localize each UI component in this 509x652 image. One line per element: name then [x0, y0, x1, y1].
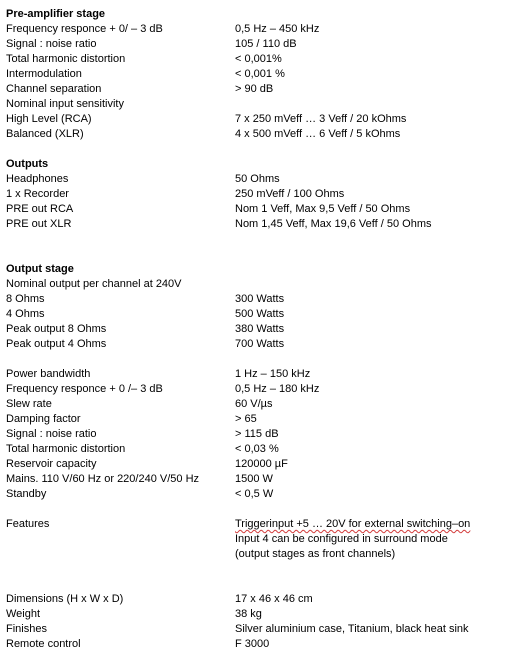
spec-label: Slew rate — [6, 398, 52, 410]
spec-value: 300 Watts — [235, 293, 285, 305]
spec-label: Nominal output per channel at 240V — [6, 278, 182, 290]
spec-value: < 0,001% — [235, 53, 282, 65]
spec-row — [6, 52, 504, 67]
spec-label: Intermodulation — [6, 68, 82, 80]
spec-row — [6, 382, 504, 397]
spec-label: Total harmonic distortion — [6, 53, 126, 65]
spec-label: Frequency responce + 0 /– 3 dB — [6, 383, 163, 395]
pre-amplifier-spec-list — [6, 22, 504, 142]
spec-row — [6, 637, 504, 652]
spec-label: Damping factor — [6, 413, 81, 425]
spec-label: High Level (RCA) — [6, 113, 92, 125]
spec-value: 60 V/µs — [235, 398, 273, 410]
spec-row — [6, 442, 504, 457]
spacer — [6, 142, 504, 157]
spec-label: Standby — [6, 488, 47, 500]
spec-value: 0,5 Hz – 450 kHz — [235, 23, 320, 35]
spec-label: 1 x Recorder — [6, 188, 69, 200]
spec-row — [6, 592, 504, 607]
feature-line: Triggerinput +5 … 20V for external switching–on — [235, 518, 471, 530]
spec-row — [6, 277, 504, 292]
spec-label: Headphones — [6, 173, 69, 185]
spec-row — [6, 217, 504, 232]
spacer — [6, 232, 504, 262]
spec-label: Balanced (XLR) — [6, 128, 84, 140]
spec-value: > 115 dB — [235, 428, 279, 440]
spec-row — [6, 97, 504, 112]
spec-row — [6, 22, 504, 37]
spec-label: Weight — [6, 608, 41, 620]
spacer — [6, 502, 504, 517]
feature-line: (output stages as front channels) — [235, 548, 396, 560]
spec-label: 4 Ohms — [6, 308, 45, 320]
spec-label: Mains. 110 V/60 Hz or 220/240 V/50 Hz — [6, 473, 200, 485]
features-row — [6, 532, 504, 547]
spec-value: 4 x 500 mVeff … 6 Veff / 5 kOhms — [235, 128, 401, 140]
spec-row — [6, 82, 504, 97]
section-heading-pre-amplifier — [6, 7, 504, 22]
section-heading-output-stage — [6, 262, 504, 277]
spec-label: PRE out RCA — [6, 203, 74, 215]
features-row — [6, 517, 504, 532]
spec-label: Features — [6, 518, 50, 530]
features-row — [6, 547, 504, 562]
spec-label: Power bandwidth — [6, 368, 91, 380]
spec-label: Signal : noise ratio — [6, 38, 97, 50]
spec-label: Reservoir capacity — [6, 458, 97, 470]
spec-row — [6, 607, 504, 622]
physical-spec-list — [6, 592, 504, 652]
spec-row — [6, 337, 504, 352]
spec-row — [6, 487, 504, 502]
spec-row — [6, 187, 504, 202]
spec-label: Nominal input sensitivity — [6, 98, 124, 110]
spec-label: Peak output 4 Ohms — [6, 338, 107, 350]
spec-value: > 90 dB — [235, 83, 274, 95]
spec-row — [6, 127, 504, 142]
spec-value: 7 x 250 mVeff … 3 Veff / 20 kOhms — [235, 113, 407, 125]
spec-row — [6, 307, 504, 322]
spec-row — [6, 457, 504, 472]
spec-label: Dimensions (H x W x D) — [6, 593, 124, 605]
spec-row — [6, 412, 504, 427]
spec-value: Nom 1 Veff, Max 9,5 Veff / 50 Ohms — [235, 203, 411, 215]
spec-value: 38 kg — [235, 608, 262, 620]
spec-value — [235, 517, 504, 532]
spec-value: 50 Ohms — [235, 173, 280, 185]
spec-row — [6, 67, 504, 82]
spec-row — [6, 427, 504, 442]
spec-label: Peak output 8 Ohms — [6, 323, 107, 335]
spec-value: 120000 µF — [235, 458, 288, 470]
spec-value: < 0,5 W — [235, 488, 274, 500]
spec-value: 17 x 46 x 46 cm — [235, 593, 313, 605]
spec-row — [6, 367, 504, 382]
spec-label: Finishes — [6, 623, 47, 635]
spec-row — [6, 472, 504, 487]
spec-row — [6, 202, 504, 217]
spacer — [6, 352, 504, 367]
spec-label — [6, 532, 235, 547]
spec-value: > 65 — [235, 413, 257, 425]
power-spec-list — [6, 367, 504, 502]
spec-row — [6, 292, 504, 307]
spec-value: 700 Watts — [235, 338, 285, 350]
spec-label: Frequency responce + 0/ – 3 dB — [6, 23, 163, 35]
spec-label: Channel separation — [6, 83, 102, 95]
spec-row — [6, 397, 504, 412]
spec-value: F 3000 — [235, 638, 270, 650]
spec-value: 0,5 Hz – 180 kHz — [235, 383, 320, 395]
section-heading-outputs — [6, 157, 504, 172]
output-stage-spec-list — [6, 277, 504, 352]
spec-label: PRE out XLR — [6, 218, 72, 230]
spec-value — [235, 97, 504, 112]
spec-value: 1 Hz – 150 kHz — [235, 368, 311, 380]
spacer — [6, 562, 504, 592]
spec-row — [6, 622, 504, 637]
heading-text: Output stage — [6, 263, 74, 275]
spec-row — [6, 112, 504, 127]
spec-value: 500 Watts — [235, 308, 285, 320]
feature-line: Input 4 can be configured in surround mode — [235, 533, 448, 545]
spec-row — [6, 172, 504, 187]
spec-value: Silver aluminium case, Titanium, black heat sink — [235, 623, 469, 635]
heading-text: Outputs — [6, 158, 49, 170]
spec-row — [6, 322, 504, 337]
spec-sheet — [6, 7, 504, 652]
spec-value: 380 Watts — [235, 323, 285, 335]
spec-value: < 0,001 % — [235, 68, 285, 80]
spec-row — [6, 37, 504, 52]
heading-text: Pre-amplifier stage — [6, 8, 106, 20]
spec-label: Remote control — [6, 638, 81, 650]
spec-value: < 0,03 % — [235, 443, 279, 455]
spec-label — [6, 547, 235, 562]
spec-label: Total harmonic distortion — [6, 443, 126, 455]
spec-value: 250 mVeff / 100 Ohms — [235, 188, 345, 200]
spec-label: Signal : noise ratio — [6, 428, 97, 440]
spec-value: 105 / 110 dB — [235, 38, 297, 50]
spec-value: Nom 1,45 Veff, Max 19,6 Veff / 50 Ohms — [235, 218, 432, 230]
spec-value — [235, 277, 504, 292]
outputs-spec-list — [6, 172, 504, 232]
spec-label: 8 Ohms — [6, 293, 45, 305]
spec-value: 1500 W — [235, 473, 273, 485]
